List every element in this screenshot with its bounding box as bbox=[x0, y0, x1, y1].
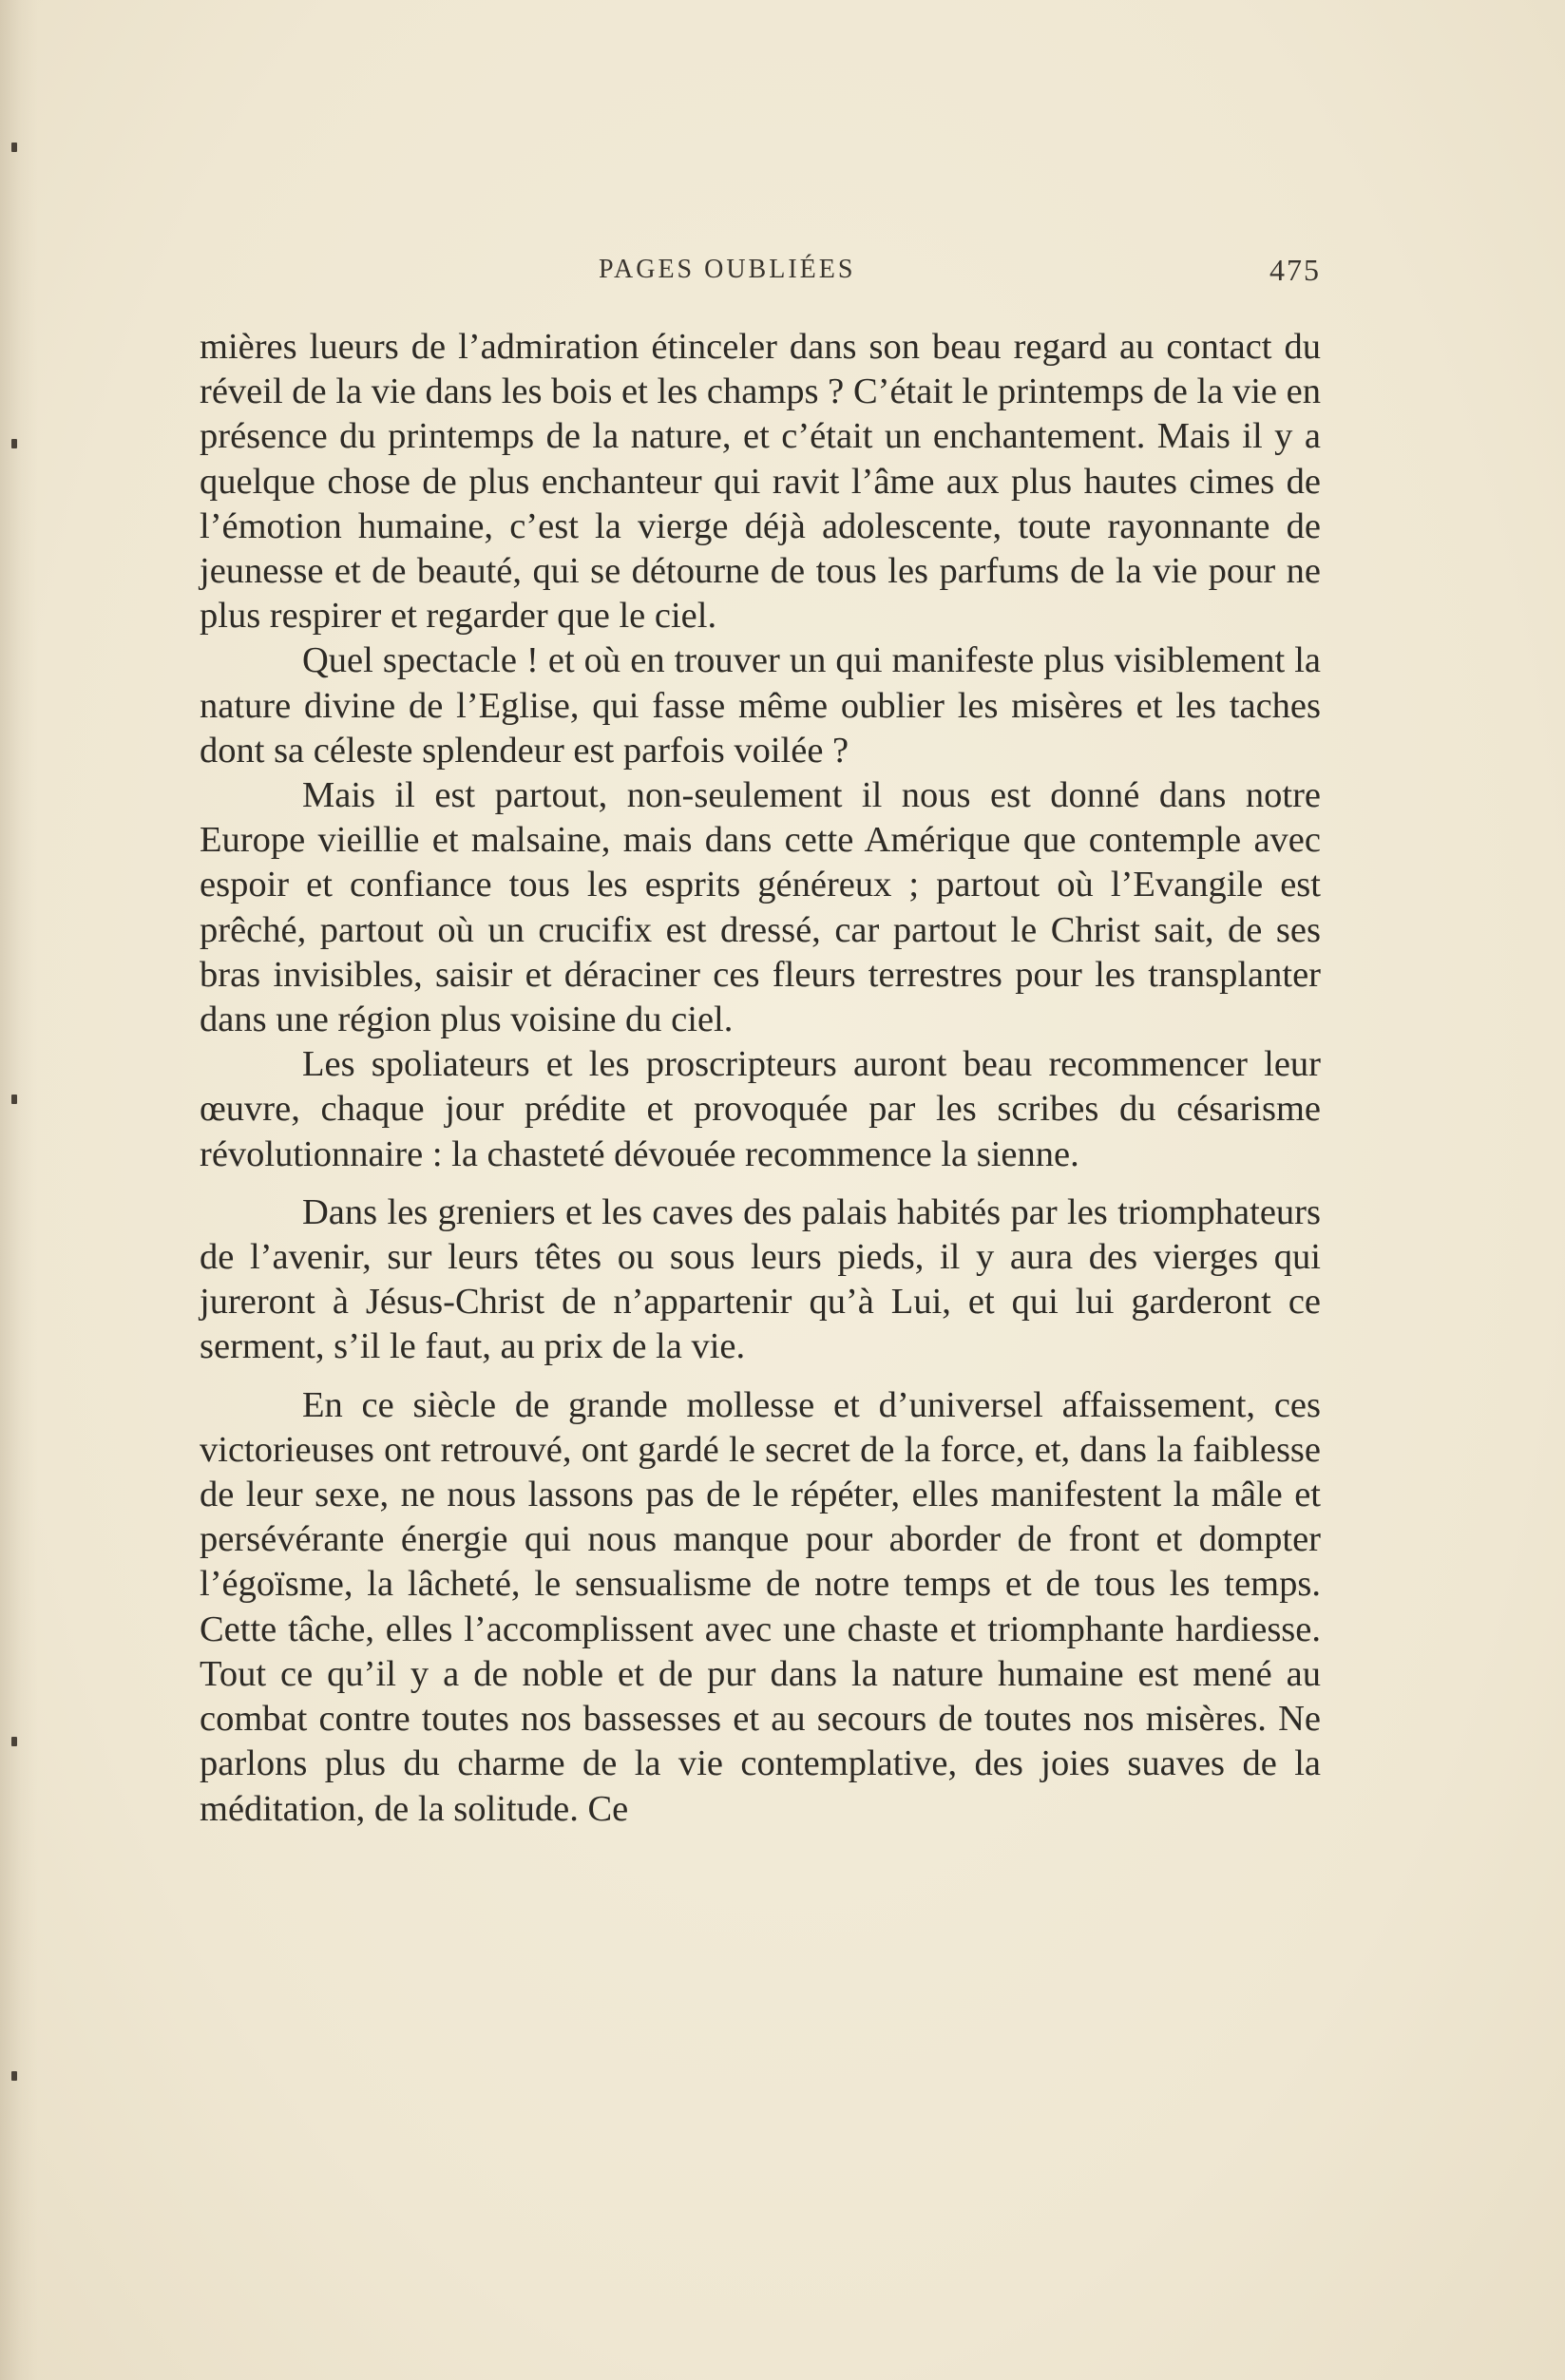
paragraph: Mais il est partout, non-seulement il nous est donné dans notre Europe vieillie et malsaine, mais dans cette Amérique que contemple avec espoir et confiance tous les esprits généreux ; partout où l’Evangile est prêché, partout où un crucifix est dressé, car partout le Christ sait, de ses bras invisibles, saisir et déraciner ces fleurs terrestres pour les transplanter dans une région plus voisine du ciel. bbox=[200, 775, 1321, 1040]
gutter-mark bbox=[11, 439, 17, 448]
gutter-mark bbox=[11, 1737, 17, 1746]
paragraph: En ce siècle de grande mollesse et d’universel affaissement, ces victorieuses ont retrouvé, ont gardé le secret de la force, et, dans la faiblesse de leur sexe, ne nous lassons pas de le répéter, elles manifestent la mâle et persévérante énergie qui nous manque pour aborder de front et dompter l’égoïsme, la lâcheté, le sensualisme de notre temps et de tous les temps. Cette tâche, elles l’accomplissent avec une chaste et triomphante hardiesse. Tout ce qu’il y a de noble et de pur dans la nature humaine est mené au combat contre toutes nos bassesses et au secours de toutes nos misères. Ne parlons plus du charme de la vie contemplative, des joies suaves de la méditation, de la solitude. Ce bbox=[200, 1384, 1321, 1829]
page-header bbox=[200, 255, 1321, 293]
gutter-mark bbox=[11, 1095, 17, 1104]
paragraph: Quel spectacle ! et où en trouver un qui manifeste plus visiblement la nature divine de l’Eglise, qui fasse même oublier les misères et les taches dont sa céleste splendeur est parfois voilée ? bbox=[200, 640, 1321, 771]
paragraph: mières lueurs de l’admiration étinceler dans son beau regard au contact du réveil de la vie dans les bois et les champs ? C’était le printemps de la vie en présence du printemps de la nature, et c’était un enchantement. Mais il y a quelque chose de plus enchanteur qui ravit l’âme aux plus hautes cimes de l’émotion humaine, c’est la vierge déjà adolescente, toute rayonnante de jeunesse et de beauté, qui se détourne de tous les parfums de la vie pour ne plus respirer et regarder que le ciel. bbox=[200, 327, 1321, 637]
paragraph: Les spoliateurs et les proscripteurs auront beau recommencer leur œuvre, chaque jour prédite et provoquée par les scribes du césarisme révolutionnaire : la chasteté dévouée recommence la sienne. bbox=[200, 1044, 1321, 1174]
page-number: 475 bbox=[1269, 253, 1321, 287]
paragraph: Dans les greniers et les caves des palais habités par les triomphateurs de l’avenir, sur leurs têtes ou sous leurs pieds, il y aura des vierges qui jureront à Jésus-Christ de n’appartenir qu’à Lui, et qui lui garderont ce serment, s’il le faut, au prix de la vie. bbox=[200, 1191, 1321, 1367]
gutter-mark bbox=[11, 143, 17, 152]
gutter-mark bbox=[11, 2071, 17, 2081]
body-text bbox=[200, 325, 1321, 1832]
running-title: PAGES OUBLIÉES bbox=[599, 255, 856, 284]
